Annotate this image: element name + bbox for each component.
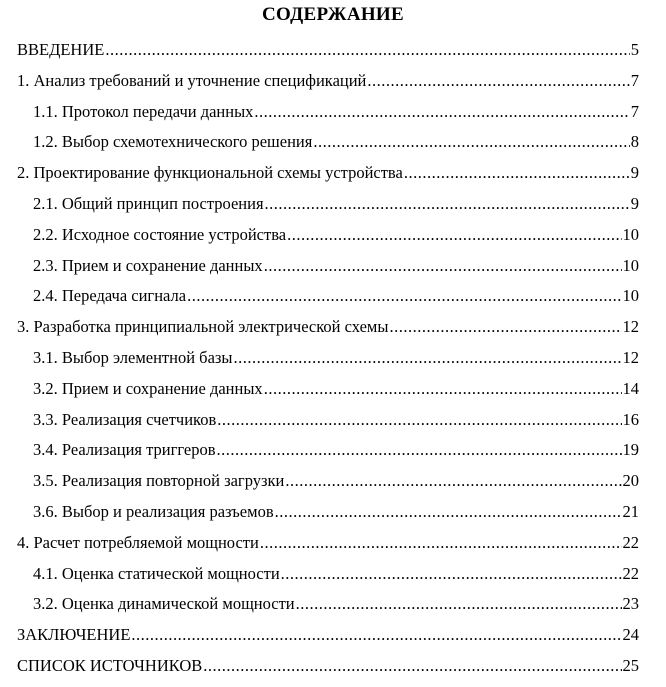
toc-entry: [33, 130, 639, 154]
toc-entry: [33, 192, 639, 216]
toc-entry: [33, 100, 639, 124]
toc-entry-title: 3.2. Прием и сохранение данных: [33, 378, 263, 398]
toc-dot-leader: [264, 377, 622, 401]
toc-entry-page: 8: [630, 132, 639, 152]
toc-entry-page: 23: [622, 594, 639, 614]
toc-dot-leader: [217, 438, 622, 462]
toc-entry-title: 2.4. Передача сигнала: [33, 286, 187, 306]
toc-dot-leader: [367, 69, 629, 93]
toc-entry-page: 7: [630, 70, 639, 90]
toc-entry-title: 1.2. Выбор схемотехнического решения: [33, 132, 313, 152]
toc-entry-title: ЗАКЛЮЧЕНИЕ: [17, 625, 131, 645]
toc-entry: [17, 315, 639, 339]
toc-dot-leader: [287, 223, 621, 247]
toc-entry-page: 16: [622, 409, 639, 429]
toc-entry-page: 9: [630, 194, 639, 213]
toc-dot-leader: [187, 284, 621, 308]
toc-entry: [33, 254, 639, 278]
toc-entry-title: 2.3. Прием и сохранение данных: [33, 255, 263, 275]
toc-dot-leader: [260, 531, 622, 555]
toc-entry-title: 3.5. Реализация повторной загрузки: [33, 471, 285, 491]
toc-entry: [33, 346, 639, 370]
toc-entry-title: 3.6. Выбор и реализация разъемов: [33, 502, 274, 521]
toc-entry-page: 14: [622, 378, 639, 398]
toc-entry-title: 3.2. Оценка динамической мощности: [33, 594, 295, 614]
toc-entry-page: 7: [630, 101, 639, 121]
toc-entry-page: 5: [630, 40, 639, 59]
toc-dot-leader: [275, 500, 622, 524]
toc-entry-page: 25: [622, 656, 639, 675]
toc-entry: [33, 408, 639, 432]
toc-entry: [33, 500, 639, 524]
toc-entry-title: 3.4. Реализация триггеров: [33, 440, 216, 460]
toc-entry: [33, 438, 639, 462]
toc-entry-title: ВВЕДЕНИЕ: [17, 40, 105, 59]
toc-entry-title: 3.3. Реализация счетчиков: [33, 409, 217, 429]
toc-entry-page: 10: [622, 224, 639, 244]
toc-dot-leader: [234, 346, 622, 370]
toc-dot-leader: [264, 254, 622, 278]
toc-entry-title: СПИСОК ИСТОЧНИКОВ: [17, 656, 203, 675]
toc-dot-leader: [281, 562, 622, 586]
toc-dot-leader: [217, 408, 621, 432]
toc-dot-leader: [404, 161, 630, 185]
toc-entry-title: 3.1. Выбор элементной базы: [33, 348, 233, 367]
toc-entry-title: 2. Проектирование функциональной схемы устройства: [17, 163, 403, 183]
toc-entry-page: 21: [622, 502, 639, 521]
toc-dot-leader: [203, 654, 621, 678]
toc-entry-title: 2.1. Общий принцип построения: [33, 194, 264, 213]
toc-entry: [17, 531, 639, 555]
toc-entry: [33, 377, 639, 401]
toc-entry-title: 1. Анализ требований и уточнение спецификаций: [17, 70, 367, 90]
toc-dot-leader: [254, 100, 629, 124]
toc-dot-leader: [285, 469, 621, 493]
toc-entry: [17, 623, 639, 647]
toc-entry-title: 4.1. Оценка статической мощности: [33, 563, 280, 583]
toc-dot-leader: [131, 623, 621, 647]
toc-entry: [33, 469, 639, 493]
toc-entry: [17, 161, 639, 185]
toc-entry: [33, 562, 639, 586]
toc-entry-page: 22: [622, 532, 639, 552]
toc-entry-page: 24: [622, 625, 639, 645]
toc-dot-leader: [105, 38, 629, 62]
toc-dot-leader: [389, 315, 621, 339]
toc-entry: [33, 223, 639, 247]
toc-dot-leader: [265, 192, 630, 216]
toc-entry: [17, 654, 639, 678]
toc-entry-title: 3. Разработка принципиальной электрической схемы: [17, 317, 389, 337]
toc-entry-title: 2.2. Исходное состояние устройства: [33, 224, 287, 244]
toc-entry-page: 19: [622, 440, 639, 460]
toc-entry: [17, 69, 639, 93]
toc-entry-page: 20: [622, 471, 639, 491]
page-title: СОДЕРЖАНИЕ: [262, 4, 404, 25]
toc-entry-page: 12: [622, 348, 639, 367]
toc-dot-leader: [296, 592, 622, 616]
toc-entry-page: 9: [630, 163, 639, 183]
toc-entry-page: 12: [622, 317, 639, 337]
toc-entry-page: 22: [622, 563, 639, 583]
toc-dot-leader: [313, 130, 629, 154]
toc-entry: [33, 284, 639, 308]
toc-entry-title: 4. Расчет потребляемой мощности: [17, 532, 259, 552]
toc-entry-title: 1.1. Протокол передачи данных: [33, 101, 254, 121]
toc-entry: [33, 592, 639, 616]
toc-entry-page: 10: [622, 255, 639, 275]
toc-entry-page: 10: [622, 286, 639, 306]
toc-entry: [17, 38, 639, 62]
